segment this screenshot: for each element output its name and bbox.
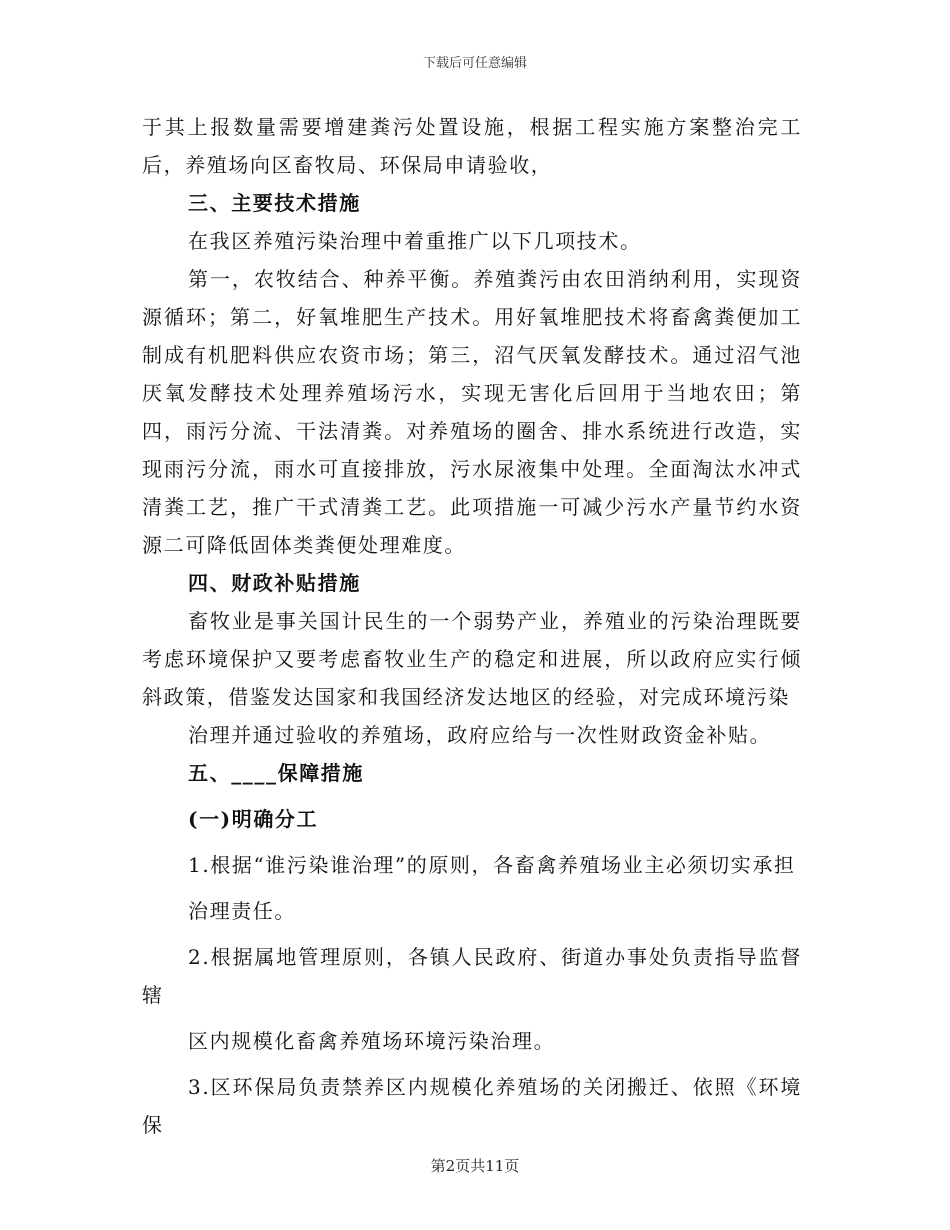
list-item-2-continued: 区内规模化畜禽养殖场环境污染治理。 <box>188 1029 556 1053</box>
paragraph-2: 在我区养殖污染治理中着重推广以下几项技术。 <box>188 229 642 253</box>
document-body <box>142 108 802 1144</box>
page-footer: 第2页共11页 <box>430 1157 520 1175</box>
list-item-3: 3.区环保局负责禁养区内规模化养殖场的关闭搬迁、依照《环境保 <box>142 1075 802 1137</box>
paragraph-3: 第一，农牧结合、种养平衡。养殖粪污由农田消纳利用，实现资源循环；第二，好氧堆肥生产技术。用好氧堆肥技术将畜禽粪便加工制成有机肥料供应农资市场；第三，沼气厌氧发酵技术。通过沼气池厌氧发酵技术处理养殖场污水，实现无害化后回用于当地农田；第四，雨污分流、干法清粪。对养殖场的圈舍、排水系统进行改造，实现雨污分流，雨水可直接排放，污水尿液集中处理。全面淘汰水冲式清粪工艺，推广干式清粪工艺。此项措施一可减少污水产量节约水资源二可降低固体类粪便处理难度。 <box>142 267 802 557</box>
paragraph-5: 治理并通过验收的养殖场，政府应给与一次性财政资金补贴。 <box>188 723 772 747</box>
section-heading-5: 五、____保障措施 <box>188 761 364 785</box>
page-header: 下载后可任意编辑 <box>422 56 527 71</box>
paragraph-1: 于其上报数量需要增建粪污处置设施，根据工程实施方案整治完工后，养殖场向区畜牧局、环保局申请验收， <box>142 115 802 177</box>
list-item-1: 1.根据“谁污染谁治理”的原则，各畜禽养殖场业主必须切实承担 <box>188 853 796 877</box>
section-heading-4: 四、财政补贴措施 <box>188 571 361 595</box>
paragraph-4: 畜牧业是事关国计民生的一个弱势产业，养殖业的污染治理既要考虑环境保护又要考虑畜牧业生产的稳定和进展，所以政府应实行倾斜政策，借鉴发达国家和我国经济发达地区的经验，对完成环境污染 <box>142 609 802 709</box>
subsection-heading-1: (一)明确分工 <box>188 807 319 831</box>
section-heading-3: 三、主要技术措施 <box>188 191 361 215</box>
list-item-2: 2.根据属地管理原则，各镇人民政府、街道办事处负责指导监督辖 <box>142 945 802 1007</box>
list-item-1-continued: 治理责任。 <box>188 899 296 923</box>
